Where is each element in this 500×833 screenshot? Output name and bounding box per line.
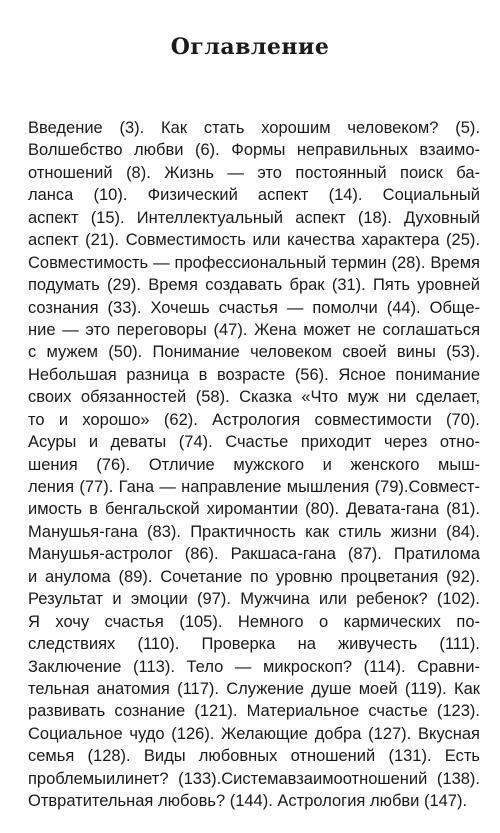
toc-line: ления (77). Гана — направление мышления (79).Совмест- — [28, 478, 480, 496]
toc-line: аспект (21). Совместимость или качества характера (25). — [28, 231, 480, 250]
toc-line: сознания (33). Хочешь счастья — помолчи (44). Обще- — [28, 298, 480, 317]
toc-line: Асуры и деваты (74). Счастье приходит через отно- — [28, 433, 480, 452]
toc-line: Социальное чудо (126). Желающие добра (127). Вкусная — [28, 724, 480, 743]
toc-line: имость в бенгальской хиромантии (80). Девата-гана (81). — [28, 500, 480, 519]
toc-line: ние — это переговоры (47). Жена может не соглашаться — [28, 320, 480, 339]
toc-line: развивать сознание (121). Материальное счастье (123). — [28, 702, 480, 721]
toc-line: Я хочу счастья (105). Немного о кармических по- — [28, 612, 480, 631]
toc-line: тельная анатомия (117). Служение душе моей (119). Как — [28, 679, 480, 698]
toc-line: Результат и эмоции (97). Мужчина или ребенок? (102). — [28, 590, 480, 609]
toc-line: отношений (8). Жизнь — это постоянный поиск ба- — [28, 163, 480, 182]
toc-line: шения (76). Отличие мужского и женского мыш- — [28, 455, 480, 474]
toc-line: Совместимость — профессиональный термин (28). Время — [28, 253, 480, 272]
toc-line: Волшебство любви (6). Формы неправильных взаимо- — [28, 141, 480, 160]
toc-line: и анулома (89). Сочетание по уровню процветания (92). — [28, 567, 480, 586]
table-of-contents — [28, 117, 480, 813]
toc-line: следствиях (110). Проверка на живучесть (111). — [28, 635, 480, 654]
toc-line: Введение (3). Как стать хорошим человеком? (5). — [28, 119, 480, 137]
toc-line: подумать (29). Время создавать брак (31). Пять уровней — [28, 276, 480, 295]
toc-line: ланса (10). Физический аспект (14). Социальный — [28, 186, 480, 205]
toc-line: Манушья-гана (83). Практичность как стиль жизни (84). — [28, 522, 480, 541]
toc-line: семья (128). Виды любовных отношений (131). Есть — [28, 747, 480, 766]
toc-line: аспект (15). Интеллектуальный аспект (18). Духовный — [28, 208, 480, 227]
toc-line: проблемыилинет? (133).Системавзаимоотношений (138). — [28, 769, 480, 788]
toc-line: Отвратительная любовь? (144). Астрология любви (147). — [28, 792, 468, 811]
toc-line: с мужем (50). Понимание человеком своей вины (53). — [28, 343, 480, 362]
page-title: Оглавление — [170, 34, 330, 60]
toc-line: Заключение (113). Тело — микроскоп? (114). Сравни- — [28, 657, 480, 676]
toc-line: то и хорошо» (62). Астрология совместимости (70). — [28, 410, 480, 429]
toc-line: своих обязанностей (58). Сказка «Что муж ни сделает, — [28, 388, 480, 407]
toc-line: Небольшая разница в возрасте (56). Ясное понимание — [28, 365, 480, 384]
toc-line: Манушья-астролог (86). Ракшаса-гана (87). Пратилома — [28, 545, 480, 564]
